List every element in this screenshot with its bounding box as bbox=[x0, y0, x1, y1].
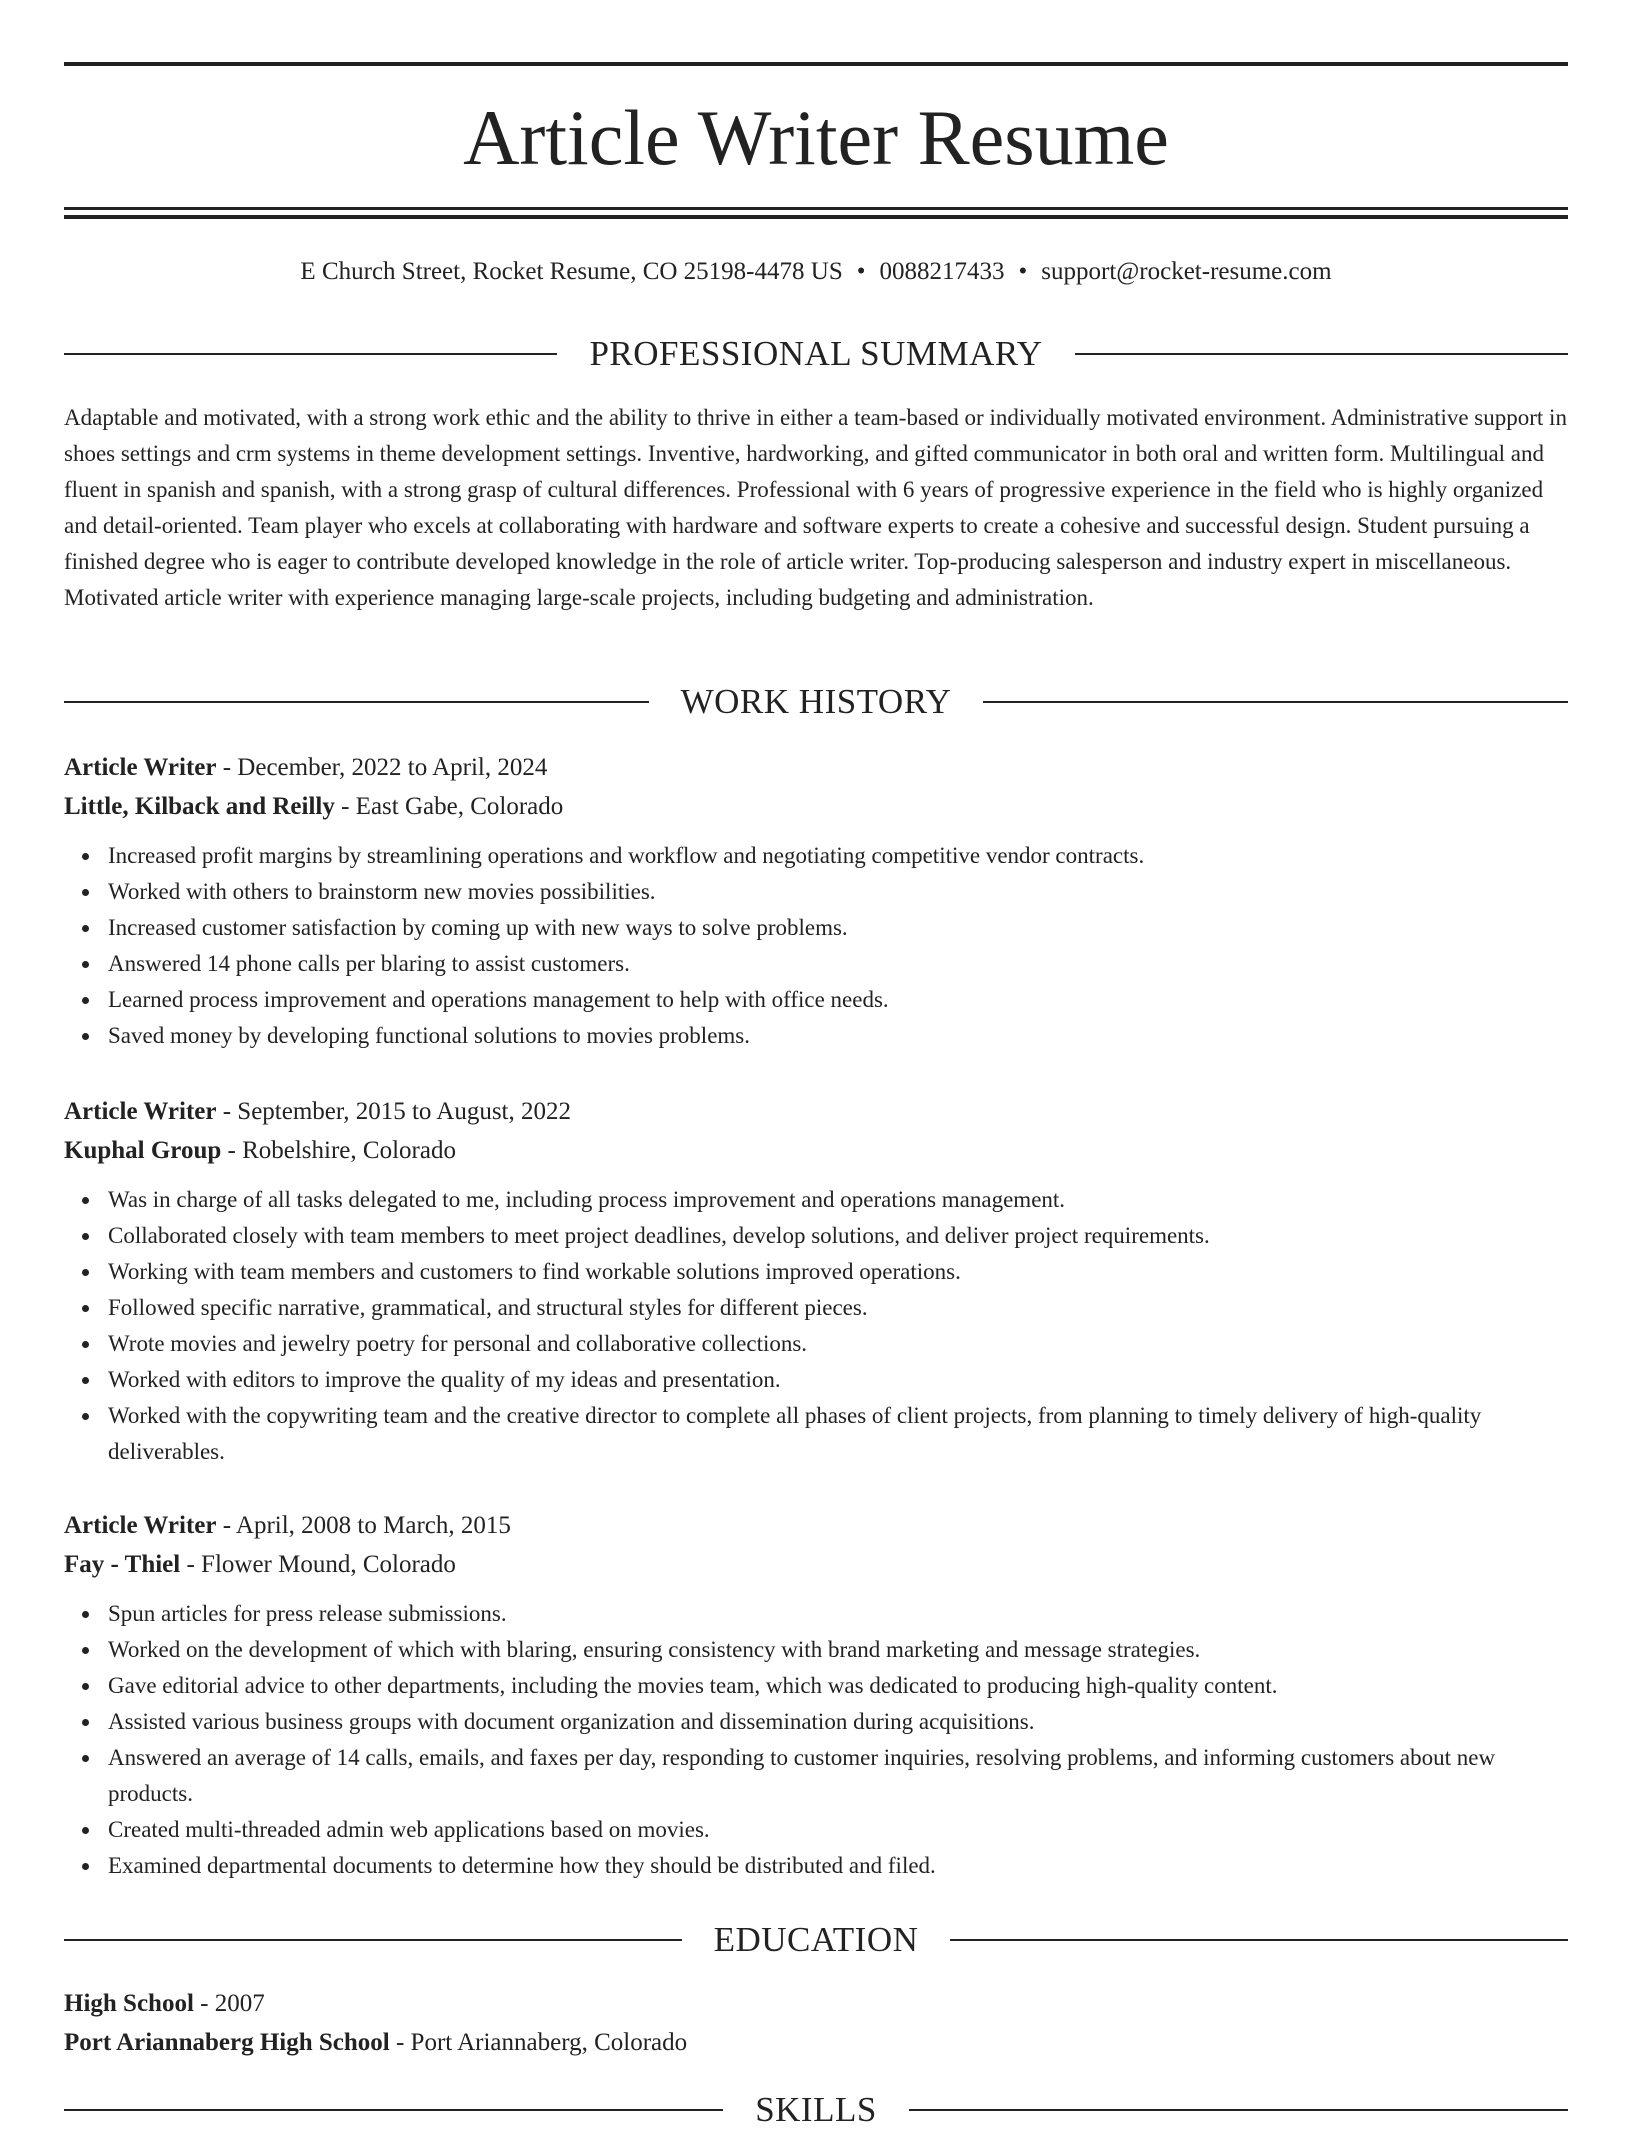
job-title: Article Writer bbox=[64, 1098, 217, 1125]
contact-email: support@rocket-resume.com bbox=[1041, 258, 1332, 285]
job-company: Kuphal Group bbox=[64, 1137, 222, 1164]
list-item: Worked on the development of which with blaring, ensuring consistency with brand marketing and message strategies. bbox=[108, 1632, 1568, 1668]
contact-info bbox=[64, 255, 1568, 289]
page-title: Article Writer Resume bbox=[463, 94, 1169, 181]
job-title-line bbox=[64, 1092, 1568, 1131]
heading-rule bbox=[1075, 353, 1568, 355]
education-year: - 2007 bbox=[193, 1990, 265, 2017]
job-company-line bbox=[64, 1131, 1568, 1170]
list-item: Created multi-threaded admin web applications based on movies. bbox=[108, 1812, 1568, 1848]
job-title-line bbox=[64, 748, 1568, 787]
list-item: Working with team members and customers to find workable solutions improved operations. bbox=[108, 1254, 1568, 1290]
job-dates: - September, 2015 to August, 2022 bbox=[216, 1098, 571, 1125]
summary-text: Adaptable and motivated, with a strong work ethic and the ability to thrive in either a team-based or individually motivated environment. Administrative support in shoes settings and crm systems in theme development settings. Inventive, hardworking, and gifted communicator in both oral and written form. Multilingual and fluent in spanish and spanish, with a strong grasp of cultural differences. Professional with 6 years of progressive experience in the field who is highly organized and detail-oriented. Team player who excels at collaborating with hardware and software experts to create a cohesive and successful design. Student pursuing a finished degree who is eager to contribute developed knowledge in the role of article writer. Top-producing salesperson and industry expert in miscellaneous. Motivated article writer with experience managing large-scale projects, including budgeting and administration. bbox=[64, 405, 1567, 610]
heading-rule bbox=[950, 1939, 1568, 1941]
list-item: Gave editorial advice to other departments, including the movies team, which was dedicated to producing high-quality content. bbox=[108, 1668, 1568, 1704]
education-school: Port Ariannaberg High School bbox=[64, 2029, 390, 2056]
list-item: Worked with editors to improve the quality of my ideas and presentation. bbox=[108, 1362, 1568, 1398]
section-title: EDUCATION bbox=[713, 1920, 919, 1959]
list-item: Assisted various business groups with document organization and dissemination during acquisitions. bbox=[108, 1704, 1568, 1740]
list-item: Increased customer satisfaction by coming up with new ways to solve problems. bbox=[108, 910, 1568, 946]
job-dates: - December, 2022 to April, 2024 bbox=[216, 754, 548, 781]
job-bullets bbox=[64, 838, 1568, 1054]
section-heading-work bbox=[64, 680, 1568, 724]
job-company: Fay - Thiel bbox=[64, 1551, 181, 1578]
job-location: - Robelshire, Colorado bbox=[221, 1137, 456, 1164]
heading-rule bbox=[909, 2109, 1568, 2111]
job-title: Article Writer bbox=[64, 1512, 217, 1539]
contact-separator: • bbox=[1018, 258, 1028, 285]
job-entry bbox=[64, 1506, 1568, 1884]
top-rule bbox=[64, 62, 1568, 66]
list-item: Learned process improvement and operations management to help with office needs. bbox=[108, 982, 1568, 1018]
job-title-line bbox=[64, 1506, 1568, 1545]
section-title: PROFESSIONAL SUMMARY bbox=[589, 334, 1043, 373]
contact-separator: • bbox=[856, 258, 866, 285]
heading-rule bbox=[64, 701, 649, 703]
heading-rule bbox=[983, 701, 1568, 703]
job-company: Little, Kilback and Reilly bbox=[64, 793, 335, 820]
job-bullets bbox=[64, 1182, 1568, 1470]
section-heading-skills bbox=[64, 2088, 1568, 2132]
education-degree: High School bbox=[64, 1990, 194, 2017]
contact-address: E Church Street, Rocket Resume, CO 25198-4478 US bbox=[300, 258, 843, 285]
title-rule-upper bbox=[64, 207, 1568, 210]
list-item: Followed specific narrative, grammatical, and structural styles for different pieces. bbox=[108, 1290, 1568, 1326]
job-entry bbox=[64, 748, 1568, 1054]
list-item: Examined departmental documents to determine how they should be distributed and filed. bbox=[108, 1848, 1568, 1884]
job-entry bbox=[64, 1092, 1568, 1470]
heading-rule bbox=[64, 353, 557, 355]
job-company-line bbox=[64, 1545, 1568, 1584]
list-item: Collaborated closely with team members to meet project deadlines, develop solutions, and deliver project requirements. bbox=[108, 1218, 1568, 1254]
job-location: - Flower Mound, Colorado bbox=[180, 1551, 456, 1578]
education-location: - Port Ariannaberg, Colorado bbox=[389, 2029, 688, 2056]
section-heading-summary bbox=[64, 332, 1568, 376]
list-item: Was in charge of all tasks delegated to me, including process improvement and operations management. bbox=[108, 1182, 1568, 1218]
job-bullets bbox=[64, 1596, 1568, 1884]
list-item: Increased profit margins by streamlining operations and workflow and negotiating competitive vendor contracts. bbox=[108, 838, 1568, 874]
section-heading-education bbox=[64, 1918, 1568, 1962]
list-item: Worked with the copywriting team and the creative director to complete all phases of client projects, from planning to timely delivery of high-quality deliverables. bbox=[108, 1398, 1568, 1470]
list-item: Worked with others to brainstorm new movies possibilities. bbox=[108, 874, 1568, 910]
section-title: WORK HISTORY bbox=[680, 682, 952, 721]
section-title: SKILLS bbox=[755, 2090, 877, 2129]
heading-rule bbox=[64, 2109, 723, 2111]
education-school-line bbox=[64, 2023, 1568, 2062]
title-rule-lower bbox=[64, 215, 1568, 219]
contact-phone: 0088217433 bbox=[879, 258, 1005, 285]
list-item: Saved money by developing functional solutions to movies problems. bbox=[108, 1018, 1568, 1054]
education-degree-line bbox=[64, 1984, 1568, 2023]
job-location: - East Gabe, Colorado bbox=[334, 793, 564, 820]
job-company-line bbox=[64, 787, 1568, 826]
list-item: Answered an average of 14 calls, emails, and faxes per day, responding to customer inquiries, resolving problems, and informing customers about new products. bbox=[108, 1740, 1568, 1812]
education-entry bbox=[64, 1984, 1568, 2062]
job-dates: - April, 2008 to March, 2015 bbox=[216, 1512, 511, 1539]
list-item: Wrote movies and jewelry poetry for personal and collaborative collections. bbox=[108, 1326, 1568, 1362]
job-title: Article Writer bbox=[64, 754, 217, 781]
list-item: Answered 14 phone calls per blaring to assist customers. bbox=[108, 946, 1568, 982]
list-item: Spun articles for press release submissions. bbox=[108, 1596, 1568, 1632]
heading-rule bbox=[64, 1939, 682, 1941]
